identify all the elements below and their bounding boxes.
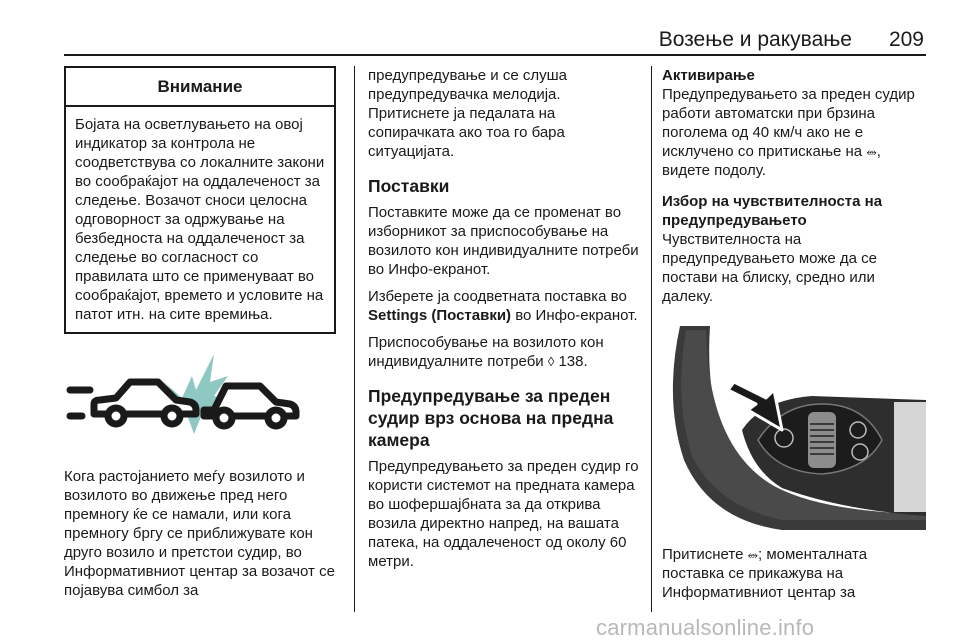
column-1 (64, 66, 344, 600)
column-divider-2 (651, 66, 652, 612)
rear-car-icon (94, 382, 196, 424)
paragraph-activation: Предупредувањето за преден судир работи автоматски при брзина поголема од 40 км/ч ако не е исклучено со притискање на ⥈, видете подолу. (662, 86, 915, 179)
following-distance-icon: ⥈ (747, 547, 758, 562)
column-divider-1 (354, 66, 355, 612)
paragraph-sensitivity: Чувствителноста на предупредувањето може да се постави на блиску, средно или далеку. (662, 231, 877, 305)
reference-arrow-icon: ◊ (547, 354, 555, 369)
paragraph-select-setting: Изберете ја соодветната поставка во Settings (Поставки) во Инфо-екранот. (368, 288, 638, 324)
paragraph-settings: Поставките може да се променат во изборникот за приспособување на возилото кон индивидуалните потреби во Инфо-екранот. (368, 204, 639, 278)
motion-lines-icon (70, 390, 90, 416)
paragraph-personalisation: Приспособување на возилото кон индивидуалните потреби ◊ 138. (368, 334, 604, 370)
page-title: Возење и ракување (658, 28, 852, 51)
following-distance-icon: ⥈ (866, 144, 877, 159)
heading-activation: Активирање (662, 67, 755, 84)
collision-illustration (64, 346, 336, 448)
steering-wheel-photo (662, 320, 926, 530)
heading-settings: Поставки (368, 176, 450, 196)
column-2 (368, 66, 640, 571)
column-3 (662, 66, 928, 602)
page-header (64, 28, 926, 56)
front-car-icon (204, 386, 296, 426)
paragraph-press-button: Притиснете ⥈; моменталната поставка се прикажува на Информативниот центар за (662, 546, 868, 601)
warning-box (64, 66, 336, 334)
paragraph-warning-chime: предупредување и се слуша предупредувачка мелодија. Притиснете ја педалата на сопирачката ако тоа го бара ситуацијата. (368, 67, 567, 160)
collision-text: Кога растојанието меѓу возилото и возилото во движење пред него премногу ќе се намали, или кога премногу бргу се приближувате кон друго возило и претстои судир, во Информативниот центар за возачот се појавува симбол за (64, 468, 335, 599)
warning-text: Бојата на осветлувањето на овој индикатор за контрола не соодветствува со локалните закони во сообраќајот на оддалеченост за следење. Возачот сноси целосна одговорност за одржување на безбедноста на оддалеченост за следење во согласност со правилата што се применуваат во сообраќајот, времето и условите на патот итн. на сите времиња. (75, 116, 325, 323)
thumbwheel-icon (808, 412, 836, 468)
watermark: carmanualsonline.info (596, 615, 815, 640)
paragraph-front-camera: Предупредувањето за преден судир го користи системот на предната камера во шофершајбната за да открива возила директно напред, на вашата патека, на оддалеченост од околу 60 метри. (368, 458, 639, 570)
page-number: 209 (888, 28, 924, 51)
heading-front-camera: Предупредување за преден судир врз основа на предна камера (368, 386, 614, 450)
warning-title: Внимание (66, 68, 334, 107)
settings-label: Settings (Поставки) (368, 307, 512, 324)
heading-sensitivity: Избор на чувствителноста на предупредувањето (662, 193, 883, 229)
